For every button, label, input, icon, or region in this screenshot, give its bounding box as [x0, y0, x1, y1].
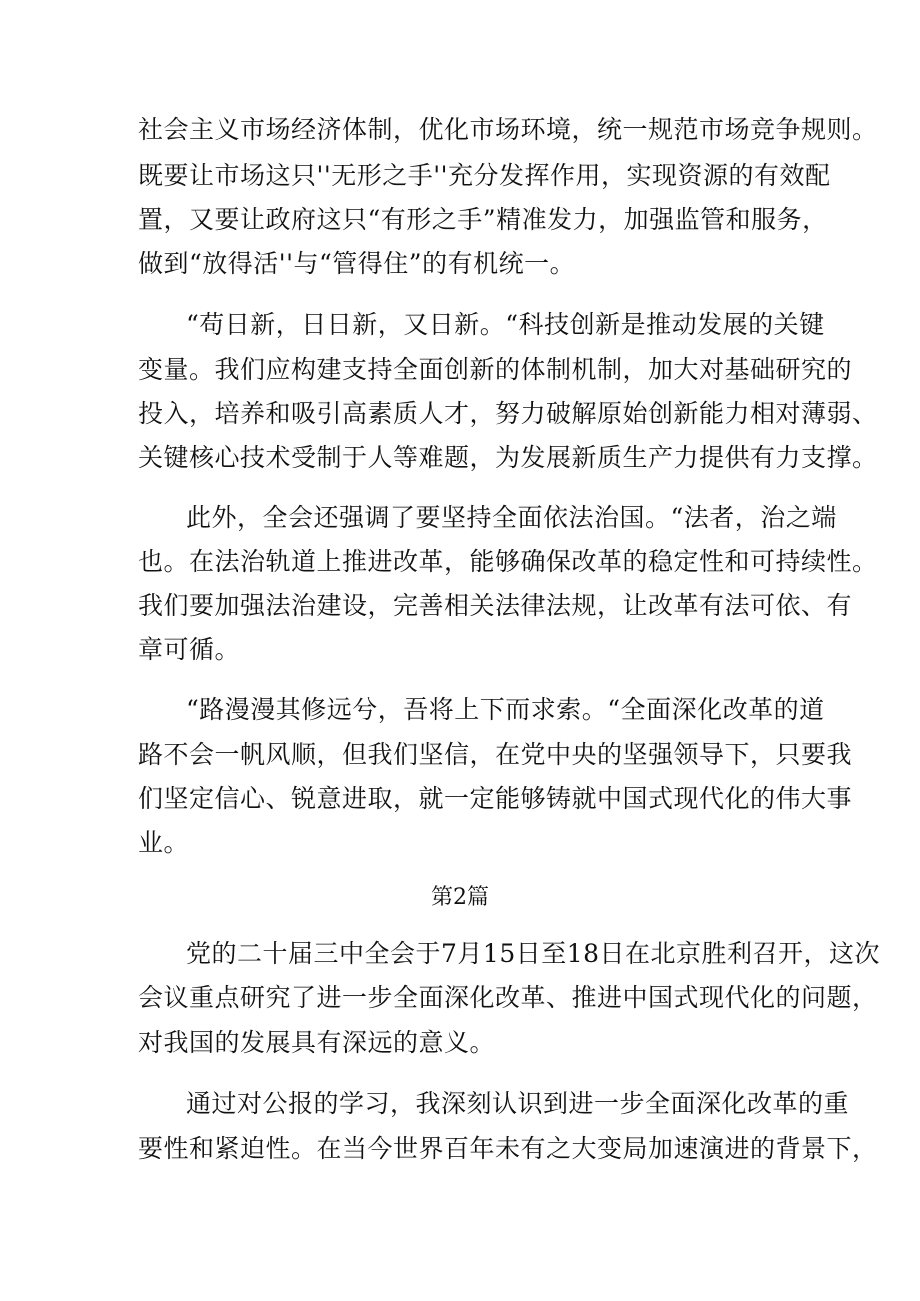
text-line: 做到“放得活''与“管得住”的有机统一。 [138, 249, 576, 278]
text-line: 对我国的发展具有深远的意义。 [138, 1028, 496, 1057]
text-line: “路漫漫其修远兮，吾将上下而求索。“全面深化改革的道 [186, 695, 825, 724]
text-line: 党的二十届三中全会于7月15日至18日在北京胜利召开，这次 [186, 939, 881, 968]
text-line: 通过对公报的学习，我深刻认识到进一步全面深化改革的重 [186, 1089, 850, 1118]
text-line: 此外，全会还强调了要坚持全面依法治国。“法者，治之端 [186, 503, 837, 532]
text-line: 要性和紧迫性。在当今世界百年未有之大变局加速演进的背景下， [138, 1134, 878, 1163]
text-line: 变量。我们应构建支持全面创新的体制机制，加大对基础研究的 [138, 355, 853, 384]
text-line: 也。在法治轨道上推进改革，能够确保改革的稳定性和可持续性。 [138, 547, 878, 576]
text-line: 章可循。 [138, 635, 241, 664]
text-line: 关键核心技术受制于人等难题，为发展新质生产力提供有力支撑。 [138, 443, 878, 472]
text-line: 路不会一帆风顺，但我们坚信，在党中央的坚强领导下，只要我 [138, 740, 853, 769]
text-line: 投入，培养和吸引高素质人才，努力破解原始创新能力相对薄弱、 [138, 399, 878, 428]
text-line: 社会主义市场经济体制，优化市场环境，统一规范市场竞争规则。 [138, 115, 878, 144]
text-line: 们坚定信心、锐意进取，就一定能够铸就中国式现代化的伟大事 [138, 784, 853, 813]
text-line: 既要让市场这只''无形之手''充分发挥作用，实现资源的有效配 [138, 161, 831, 190]
text-line: 业。 [138, 828, 190, 857]
text-line: 会议重点研究了进一步全面深化改革、推进中国式现代化的问题， [138, 983, 878, 1012]
text-line: 我们要加强法治建设，完善相关法律法规，让改革有法可依、有 [138, 591, 853, 620]
text-line: 置，又要让政府这只“有形之手”精准发力，加强监管和服务， [138, 205, 828, 234]
text-line: “苟日新，日日新，又日新。“科技创新是推动发展的关键 [186, 310, 825, 339]
section-heading: 第2篇 [431, 885, 489, 910]
